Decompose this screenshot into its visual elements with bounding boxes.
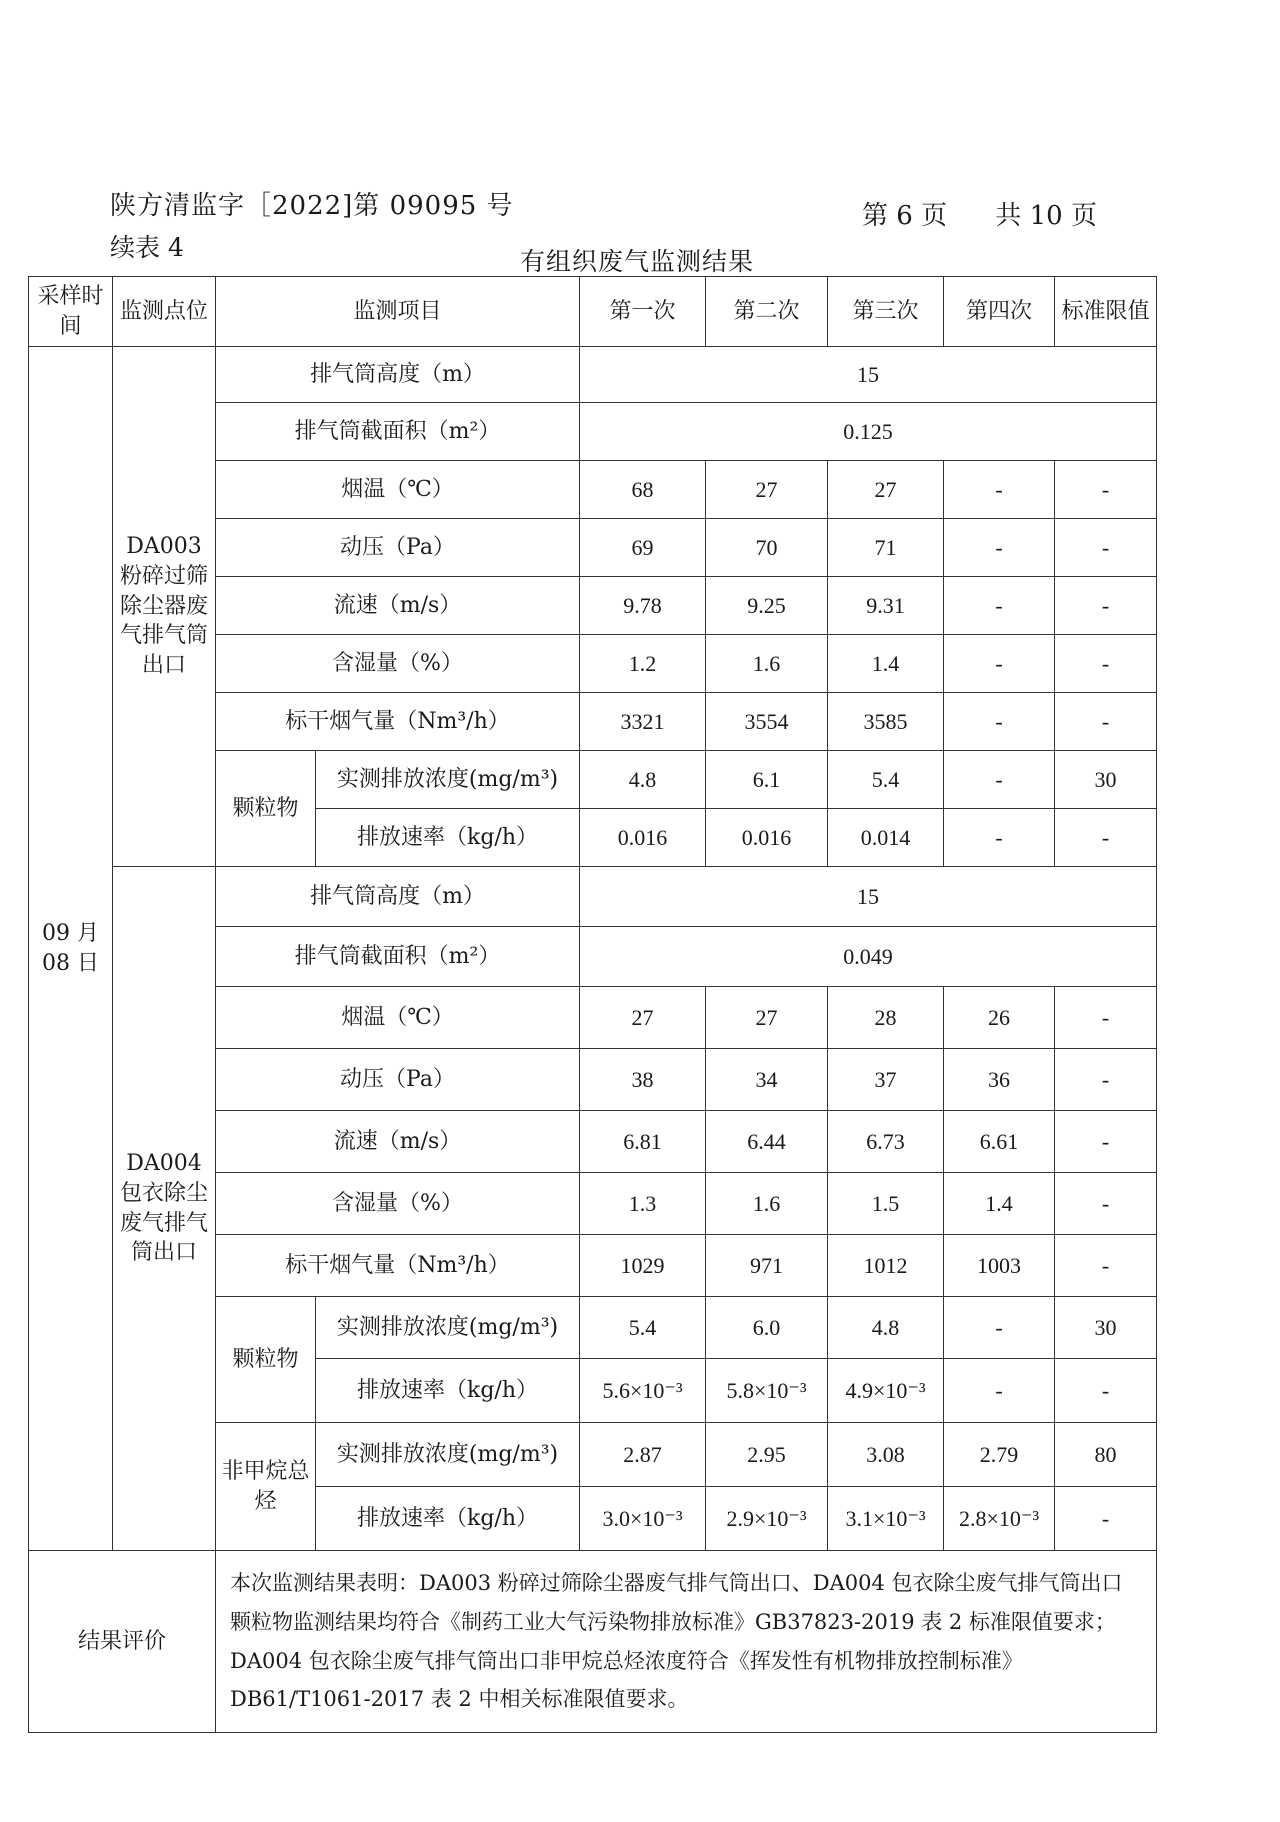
value-v2: 70 (706, 519, 828, 577)
parameter-label: 含湿量（%） (216, 635, 580, 693)
value-v1: 4.8 (580, 751, 706, 809)
value-v4: 1.4 (944, 1173, 1055, 1235)
pollutant-parameter-label: 排放速率（kg/h） (316, 809, 580, 867)
value-limit: - (1055, 987, 1157, 1049)
value-v3: 0.014 (828, 809, 944, 867)
stack-area-label: 排气筒截面积（m²） (216, 403, 580, 461)
value-v4: 26 (944, 987, 1055, 1049)
value-v1: 69 (580, 519, 706, 577)
evaluation-text: 本次监测结果表明：DA003 粉碎过筛除尘器废气排气筒出口、DA004 包衣除尘废气排气筒出口颗粒物监测结果均符合《制药工业大气污染物排放标准》GB37823-2019 表 2 标准限值要求；DA004 包衣除尘废气排气筒出口非甲烷总烃浓度符合《挥发性有机物排放控制标准》DB61/T1061-2017 表 2 中相关标准限值要求。 (216, 1551, 1157, 1733)
value-v2: 6.1 (706, 751, 828, 809)
value-v3: 37 (828, 1049, 944, 1111)
value-limit: 30 (1055, 1297, 1157, 1359)
value-v3: 28 (828, 987, 944, 1049)
evaluation-row (29, 1551, 1157, 1733)
value-v1: 68 (580, 461, 706, 519)
value-v3: 27 (828, 461, 944, 519)
table-title: 有组织废气监测结果 (520, 247, 755, 276)
parameter-label: 动压（Pa） (216, 519, 580, 577)
value-v3: 1.4 (828, 635, 944, 693)
value-v4: - (944, 751, 1055, 809)
pollutant-name: 非甲烷总烃 (216, 1423, 316, 1551)
value-v4: - (944, 519, 1055, 577)
parameter-label: 标干烟气量（Nm³/h） (216, 693, 580, 751)
value-v4: - (944, 809, 1055, 867)
value-limit: - (1055, 1235, 1157, 1297)
stack-area-value: 0.049 (580, 927, 1157, 987)
value-limit: - (1055, 577, 1157, 635)
header-sample-time: 采样时间 (29, 277, 113, 347)
header-point: 监测点位 (113, 277, 216, 347)
value-v4: - (944, 577, 1055, 635)
parameter-label: 流速（m/s） (216, 577, 580, 635)
monitoring-results-table (28, 276, 1157, 1733)
value-v2: 0.016 (706, 809, 828, 867)
value-v4: 1003 (944, 1235, 1055, 1297)
value-v2: 34 (706, 1049, 828, 1111)
pollutant-parameter-label: 排放速率（kg/h） (316, 1359, 580, 1423)
value-v1: 3321 (580, 693, 706, 751)
value-v1: 5.6×10⁻³ (580, 1359, 706, 1423)
monitoring-point-cell: DA004 包衣除尘废气排气筒出口 (113, 867, 216, 1551)
value-v2: 2.9×10⁻³ (706, 1487, 828, 1551)
value-limit: - (1055, 461, 1157, 519)
value-v2: 27 (706, 987, 828, 1049)
parameter-label: 标干烟气量（Nm³/h） (216, 1235, 580, 1297)
header-fourth: 第四次 (944, 277, 1055, 347)
value-limit: 80 (1055, 1423, 1157, 1487)
header-item: 监测项目 (216, 277, 580, 347)
pollutant-name: 颗粒物 (216, 1297, 316, 1423)
stack-area-value: 0.125 (580, 403, 1157, 461)
value-v1: 9.78 (580, 577, 706, 635)
parameter-label: 含湿量（%） (216, 1173, 580, 1235)
value-v4: - (944, 1297, 1055, 1359)
value-v1: 0.016 (580, 809, 706, 867)
table-row (29, 867, 1157, 927)
value-v3: 4.8 (828, 1297, 944, 1359)
value-v3: 6.73 (828, 1111, 944, 1173)
value-limit: - (1055, 1359, 1157, 1423)
value-v4: - (944, 693, 1055, 751)
value-v4: - (944, 635, 1055, 693)
value-v4: - (944, 461, 1055, 519)
value-v2: 6.0 (706, 1297, 828, 1359)
stack-height-label: 排气筒高度（m） (216, 347, 580, 403)
pollutant-name: 颗粒物 (216, 751, 316, 867)
stack-height-value: 15 (580, 867, 1157, 927)
stack-area-label: 排气筒截面积（m²） (216, 927, 580, 987)
value-v1: 2.87 (580, 1423, 706, 1487)
value-limit: - (1055, 1049, 1157, 1111)
table-header-row (29, 277, 1157, 347)
stack-height-value: 15 (580, 347, 1157, 403)
header-third: 第三次 (828, 277, 944, 347)
value-limit: - (1055, 635, 1157, 693)
value-v1: 38 (580, 1049, 706, 1111)
value-limit: - (1055, 1487, 1157, 1551)
value-v3: 3.08 (828, 1423, 944, 1487)
value-v4: 2.8×10⁻³ (944, 1487, 1055, 1551)
value-v4: 6.61 (944, 1111, 1055, 1173)
header-limit: 标准限值 (1055, 277, 1157, 347)
value-v1: 1.2 (580, 635, 706, 693)
value-v1: 5.4 (580, 1297, 706, 1359)
value-v2: 1.6 (706, 1173, 828, 1235)
value-v3: 9.31 (828, 577, 944, 635)
value-limit: - (1055, 1173, 1157, 1235)
value-v4: - (944, 1359, 1055, 1423)
value-v2: 971 (706, 1235, 828, 1297)
value-v2: 9.25 (706, 577, 828, 635)
continued-table-label: 续表 4 (110, 233, 184, 262)
parameter-label: 流速（m/s） (216, 1111, 580, 1173)
value-v3: 1.5 (828, 1173, 944, 1235)
value-v1: 1029 (580, 1235, 706, 1297)
monitoring-point-cell: DA003 粉碎过筛除尘器废气排气筒出口 (113, 347, 216, 867)
value-limit: - (1055, 693, 1157, 751)
value-v2: 1.6 (706, 635, 828, 693)
header-first: 第一次 (580, 277, 706, 347)
parameter-label: 烟温（℃） (216, 987, 580, 1049)
value-v4: 2.79 (944, 1423, 1055, 1487)
parameter-label: 动压（Pa） (216, 1049, 580, 1111)
parameter-label: 烟温（℃） (216, 461, 580, 519)
value-v3: 71 (828, 519, 944, 577)
value-v3: 4.9×10⁻³ (828, 1359, 944, 1423)
value-v2: 2.95 (706, 1423, 828, 1487)
stack-height-label: 排气筒高度（m） (216, 867, 580, 927)
page-number: 第 6 页 (862, 201, 948, 231)
value-v2: 3554 (706, 693, 828, 751)
table-row (29, 347, 1157, 403)
value-limit: - (1055, 809, 1157, 867)
value-limit: 30 (1055, 751, 1157, 809)
value-limit: - (1055, 519, 1157, 577)
value-v3: 3585 (828, 693, 944, 751)
report-number: 陕方清监字［2022]第 09095 号 (110, 191, 514, 221)
evaluation-label: 结果评价 (29, 1551, 216, 1733)
value-v2: 27 (706, 461, 828, 519)
pollutant-parameter-label: 实测排放浓度(mg/m³) (316, 1297, 580, 1359)
total-pages: 共 10 页 (995, 201, 1097, 231)
value-v1: 27 (580, 987, 706, 1049)
pollutant-parameter-label: 实测排放浓度(mg/m³) (316, 751, 580, 809)
pollutant-parameter-label: 排放速率（kg/h） (316, 1487, 580, 1551)
header-second: 第二次 (706, 277, 828, 347)
value-v4: 36 (944, 1049, 1055, 1111)
value-v3: 1012 (828, 1235, 944, 1297)
value-v3: 3.1×10⁻³ (828, 1487, 944, 1551)
value-v1: 3.0×10⁻³ (580, 1487, 706, 1551)
sampling-date-cell: 09 月 08 日 (29, 347, 113, 1551)
value-v1: 1.3 (580, 1173, 706, 1235)
value-limit: - (1055, 1111, 1157, 1173)
pollutant-parameter-label: 实测排放浓度(mg/m³) (316, 1423, 580, 1487)
value-v2: 6.44 (706, 1111, 828, 1173)
value-v2: 5.8×10⁻³ (706, 1359, 828, 1423)
value-v1: 6.81 (580, 1111, 706, 1173)
page-indicator (862, 195, 1137, 232)
value-v3: 5.4 (828, 751, 944, 809)
